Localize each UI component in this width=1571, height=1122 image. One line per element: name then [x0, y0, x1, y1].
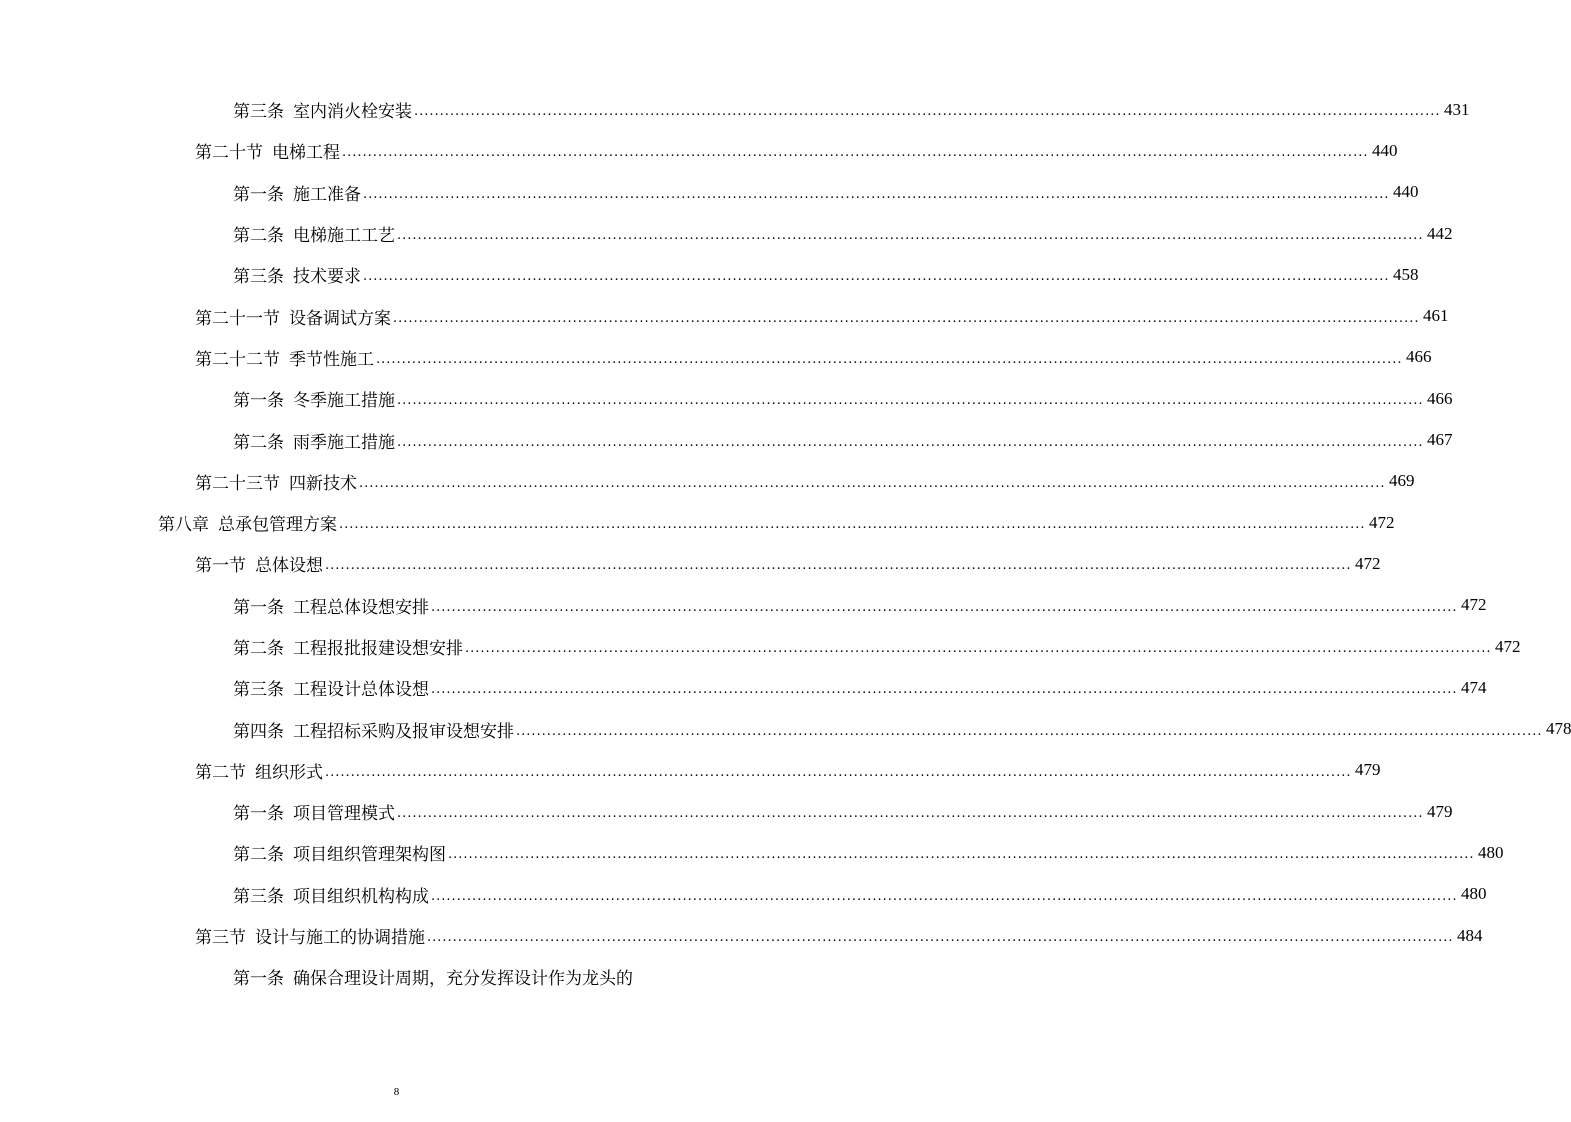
- toc-entry-label: 第二条: [233, 432, 284, 453]
- toc-entry-title: 总承包管理方案: [218, 515, 337, 536]
- toc-entry-label: 第八章: [158, 515, 209, 536]
- toc-entry-title: 项目组织管理架构图: [293, 845, 446, 866]
- toc-entry[interactable]: [0, 419, 1453, 460]
- toc-entry[interactable]: [0, 708, 1571, 749]
- toc-entry-label: 第三条: [233, 680, 284, 701]
- toc-entry-label: 第一节: [195, 556, 246, 577]
- toc-entry-title: 组织形式: [255, 762, 323, 783]
- toc-entry-title: 设计与施工的协调措施: [255, 928, 425, 949]
- toc-entry-page: 431: [1443, 99, 1470, 119]
- toc-entry-page: 479: [1354, 760, 1381, 780]
- toc-dot-leader: ........................................................................................................................................................................................................: [397, 806, 1424, 822]
- toc-entry-page: 467: [1426, 430, 1453, 450]
- toc-entry-title: 雨季施工措施: [293, 432, 395, 453]
- toc-entry-label: 第二条: [233, 226, 284, 247]
- toc-entry[interactable]: [0, 791, 1453, 832]
- toc-dot-leader: ........................................................................................................................................................................................................: [431, 682, 1458, 698]
- toc-entry[interactable]: [0, 337, 1432, 378]
- toc-dot-leader: ........................................................................................................................................................................................................: [393, 310, 1420, 326]
- toc-entry[interactable]: [0, 172, 1419, 213]
- toc-entry-label: 第二节: [195, 762, 246, 783]
- toc-entry-label: 第三条: [233, 886, 284, 907]
- toc-entry-label: 第一条: [233, 391, 284, 412]
- toc-entry-title: 室内消火栓安装: [293, 102, 412, 123]
- toc-entry-title: 项目组织机构构成: [293, 886, 429, 907]
- toc-entry-title: 技术要求: [293, 267, 361, 288]
- toc-entry-title: 电梯工程: [272, 143, 340, 164]
- toc-entry[interactable]: [0, 956, 793, 997]
- toc-entry-page: 466: [1426, 388, 1453, 408]
- toc-entry-title: 工程设计总体设想: [293, 680, 429, 701]
- toc-dot-leader: ........................................................................................................................................................................................................: [431, 599, 1458, 615]
- toc-entry-label: 第三节: [195, 928, 246, 949]
- toc-dot-leader: ........................................................................................................................................................................................................: [414, 104, 1441, 120]
- toc-dot-leader: ........................................................................................................................................................................................................: [448, 847, 1475, 863]
- toc-entry-label: 第一条: [233, 969, 284, 990]
- toc-entry-label: 第二十二节: [195, 349, 280, 370]
- toc-entry-page: 479: [1426, 801, 1453, 821]
- toc-entry-title: 总体设想: [255, 556, 323, 577]
- toc-dot-leader: ........................................................................................................................................................................................................: [359, 475, 1386, 491]
- toc-dot-leader: ........................................................................................................................................................................................................: [376, 351, 1403, 367]
- toc-entry-page: 440: [1392, 182, 1419, 202]
- toc-entry-page: 472: [1368, 512, 1395, 532]
- toc-dot-leader: ........................................................................................................................................................................................................: [325, 764, 1352, 780]
- toc-entry-title: 冬季施工措施: [293, 391, 395, 412]
- toc-entry-title: 项目管理模式: [293, 804, 395, 825]
- toc-entry[interactable]: [0, 378, 1453, 419]
- toc-entry-label: 第二十三节: [195, 473, 280, 494]
- table-of-contents: [0, 89, 1571, 998]
- toc-dot-leader: ........................................................................................................................................................................................................: [342, 145, 1369, 161]
- toc-entry-page: 472: [1494, 636, 1521, 656]
- toc-dot-leader: ........................................................................................................................................................................................................: [397, 228, 1424, 244]
- toc-entry[interactable]: [0, 461, 1415, 502]
- toc-entry-page: 440: [1371, 140, 1398, 160]
- toc-entry-label: 第一条: [233, 804, 284, 825]
- toc-entry-label: 第一条: [233, 184, 284, 205]
- toc-dot-leader: ........................................................................................................................................................................................................: [397, 434, 1424, 450]
- toc-entry[interactable]: [0, 832, 1504, 873]
- toc-entry-page: 458: [1392, 264, 1419, 284]
- toc-entry-label: 第二十节: [195, 143, 263, 164]
- toc-entry[interactable]: [0, 626, 1521, 667]
- toc-entry-label: 第二条: [233, 845, 284, 866]
- page-number: 8: [393, 1086, 400, 1098]
- toc-entry-page: 480: [1477, 842, 1504, 862]
- toc-dot-leader: ........................................................................................................................................................................................................: [325, 558, 1352, 574]
- toc-dot-leader: ........................................................................................................................................................................................................: [397, 393, 1424, 409]
- toc-entry-page: 478: [1545, 719, 1571, 739]
- toc-entry-label: 第二十一节: [195, 308, 280, 329]
- toc-entry-title: 季节性施工: [289, 349, 374, 370]
- toc-entry-page: 484: [1456, 925, 1483, 945]
- toc-dot-leader: ........................................................................................................................................................................................................: [516, 723, 1543, 739]
- toc-entry-title: 工程招标采购及报审设想安排: [293, 721, 514, 742]
- toc-entry-title: 确保合理设计周期，充分发挥设计作为龙头的: [293, 969, 633, 990]
- toc-entry-title: 工程报批报建设想安排: [293, 639, 463, 659]
- toc-entry[interactable]: [0, 502, 1395, 543]
- toc-entry[interactable]: [0, 295, 1449, 336]
- toc-dot-leader: ........................................................................................................................................................................................................: [363, 269, 1390, 285]
- toc-entry-title: 电梯施工工艺: [293, 226, 395, 247]
- toc-entry-title: 四新技术: [289, 473, 357, 494]
- toc-dot-leader: ........................................................................................................................................................................................................: [465, 641, 1492, 656]
- toc-entry-page: 466: [1405, 347, 1432, 367]
- toc-entry[interactable]: [0, 89, 1470, 130]
- toc-entry-label: 第二条: [233, 639, 284, 659]
- toc-entry[interactable]: [0, 254, 1419, 295]
- toc-entry[interactable]: [0, 915, 1483, 956]
- toc-entry-page: 472: [1354, 553, 1381, 573]
- toc-dot-leader: ........................................................................................................................................................................................................: [431, 888, 1458, 904]
- toc-entry[interactable]: [0, 130, 1398, 171]
- toc-entry-label: 第一条: [233, 597, 284, 618]
- toc-entry-page: 469: [1388, 471, 1415, 491]
- toc-dot-leader: ........................................................................................................................................................................................................: [339, 517, 1366, 533]
- toc-entry[interactable]: [0, 750, 1381, 791]
- toc-entry-page: 480: [1460, 884, 1487, 904]
- toc-entry-label: 第四条: [233, 721, 284, 742]
- toc-entry[interactable]: [0, 667, 1487, 708]
- toc-entry-page: 472: [1460, 595, 1487, 615]
- toc-entry-label: 第三条: [233, 102, 284, 123]
- toc-entry[interactable]: [0, 213, 1453, 254]
- toc-entry-title: 设备调试方案: [289, 308, 391, 329]
- toc-entry-page: 474: [1460, 677, 1487, 697]
- toc-entry[interactable]: [0, 585, 1487, 626]
- toc-entry-page: 442: [1426, 223, 1453, 243]
- toc-entry-title: 工程总体设想安排: [293, 597, 429, 618]
- toc-entry-title: 施工准备: [293, 184, 361, 205]
- toc-entry-label: 第三条: [233, 267, 284, 288]
- toc-dot-leader: ........................................................................................................................................................................................................: [427, 930, 1454, 946]
- toc-entry[interactable]: [0, 543, 1381, 584]
- toc-dot-leader: ........................................................................................................................................................................................................: [363, 186, 1390, 202]
- toc-entry[interactable]: [0, 874, 1487, 915]
- toc-entry-page: 461: [1422, 306, 1449, 326]
